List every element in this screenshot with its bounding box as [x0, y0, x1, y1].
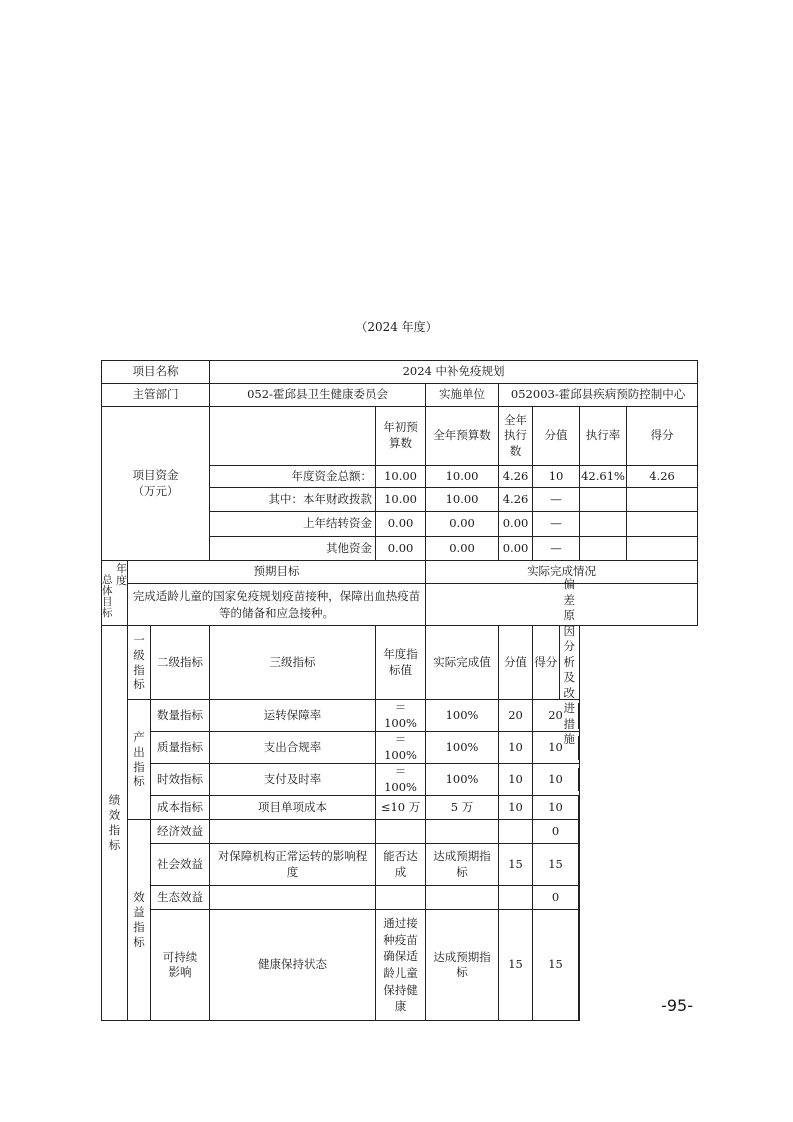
unit-value: 052003-霍邱县疾病预防控制中心	[499, 384, 698, 407]
benefit-level3: 对保障机构正常运转的影响程度	[210, 844, 376, 886]
benefit-target: 能否达成	[376, 844, 426, 886]
project-name-label: 项目名称	[102, 361, 210, 384]
funds-row-annual: 10.00	[426, 466, 499, 488]
funds-row-executed: 0.00	[499, 512, 533, 537]
output-score: 10	[533, 736, 579, 760]
output-target: ≤10 万	[376, 796, 426, 820]
output-target: ＝100%	[376, 764, 426, 796]
output-level2: 数量指标	[151, 700, 210, 732]
funds-row-rate-score	[580, 512, 698, 537]
benefit-level3: 健康保持状态	[210, 910, 376, 1021]
hdr-deviation: 偏差原因分析及改进措施	[563, 577, 576, 747]
benefit-target	[376, 886, 426, 910]
output-row	[102, 796, 698, 820]
benefit-level2: 经济效益	[151, 820, 210, 844]
output-level2: 质量指标	[151, 732, 210, 764]
hdr-weight: 分值	[499, 626, 533, 700]
funds-row-initial: 10.00	[376, 466, 426, 488]
goals-actual-header: 实际完成情况	[426, 561, 698, 584]
output-score-deviation	[533, 700, 580, 732]
output-score: 10	[533, 796, 579, 819]
benefit-level3	[210, 820, 376, 844]
output-level2: 成本指标	[151, 796, 210, 820]
goals-label-year: 年度	[116, 562, 127, 587]
output-actual: 5 万	[426, 796, 499, 820]
funds-row-rate	[580, 488, 627, 511]
output-level3: 运转保障率	[210, 700, 376, 732]
department-row	[102, 384, 698, 407]
funds-row-executed: 0.00	[499, 537, 533, 561]
funds-label-line1: 项目资金	[132, 467, 179, 482]
funds-row-executed: 4.26	[499, 466, 533, 488]
goals-label	[102, 561, 128, 626]
funds-row-initial: 0.00	[376, 512, 426, 537]
funds-row-weight: —	[533, 488, 580, 512]
hdr-level1: 一级指标	[128, 626, 151, 700]
funds-label-line2: （万元）	[132, 483, 179, 498]
benefit-score: 15	[533, 910, 579, 1020]
funds-row-annual: 10.00	[426, 488, 499, 512]
project-name-value: 2024 中补免疫规划	[210, 361, 698, 384]
output-actual: 100%	[426, 764, 499, 796]
benefit-weight: 15	[499, 844, 533, 886]
year-caption: （2024 年度）	[355, 320, 438, 334]
funds-row-rate	[580, 537, 627, 560]
hdr-score: 得分	[650, 428, 674, 443]
output-label: 产出指标	[128, 700, 151, 820]
benefit-target: 通过接种疫苗确保适龄儿童保持健康	[376, 910, 426, 1021]
indicator-header-row	[102, 626, 698, 700]
page-number: -95-	[661, 996, 693, 1015]
output-row	[102, 764, 698, 796]
output-weight: 10	[499, 796, 533, 820]
hdr-score: 得分	[533, 626, 560, 699]
funds-row-label: 年度资金总额：	[210, 466, 376, 488]
benefit-level2: 社会效益	[151, 844, 210, 886]
benefit-row	[102, 886, 698, 910]
benefit-score: 0	[533, 886, 579, 909]
goals-expected-header: 预期目标	[128, 561, 426, 584]
goals-content-row	[102, 584, 698, 626]
benefit-weight	[499, 820, 533, 844]
benefit-score-deviation	[533, 886, 580, 910]
hdr-executed: 全年执行数	[499, 407, 533, 466]
benefit-score: 15	[533, 844, 579, 885]
benefit-row	[102, 844, 698, 886]
output-level2: 时效指标	[151, 764, 210, 796]
funds-row-executed: 4.26	[499, 488, 533, 512]
funds-row-label: 其中：本年财政拨款	[210, 488, 376, 512]
goals-label-overall: 总体目标	[102, 574, 113, 620]
output-row	[102, 732, 698, 764]
hdr-target: 年度指标值	[376, 626, 426, 700]
funds-row-annual: 0.00	[426, 512, 499, 537]
output-target: ＝100%	[376, 732, 426, 764]
benefit-actual: 达成预期指标	[426, 844, 499, 886]
benefit-target	[376, 820, 426, 844]
output-level3: 支付及时率	[210, 764, 376, 796]
unit-label: 实施单位	[426, 384, 499, 407]
funds-row-rate-score	[580, 488, 698, 512]
funds-row-initial: 10.00	[376, 488, 426, 512]
funds-row-score: 4.26	[649, 468, 675, 483]
funds-label	[102, 407, 210, 561]
output-row	[102, 700, 698, 732]
funds-row-initial: 0.00	[376, 537, 426, 561]
hdr-score-weight: 分值	[533, 407, 580, 466]
output-level3: 项目单项成本	[210, 796, 376, 820]
benefit-level2: 生态效益	[151, 886, 210, 910]
indicators-section-label: 绩效指标	[102, 626, 128, 1021]
dept-label: 主管部门	[102, 384, 210, 407]
output-weight: 20	[499, 700, 533, 732]
funds-row-rate-score	[580, 466, 698, 488]
benefit-label: 效益指标	[128, 820, 151, 1021]
hdr-initial-budget: 年初预算数	[376, 407, 426, 466]
output-weight: 10	[499, 732, 533, 764]
benefit-row	[102, 820, 698, 844]
output-score-deviation	[533, 732, 580, 764]
hdr-actual: 实际完成值	[426, 626, 499, 700]
output-score: 20	[533, 703, 579, 729]
project-name-row	[102, 361, 698, 384]
output-score-deviation	[533, 796, 580, 820]
benefit-score-deviation	[533, 910, 580, 1021]
goals-expected-text: 完成适龄儿童的国家免疫规划疫苗接种，保障出血热疫苗等的储备和应急接种。	[128, 584, 426, 626]
output-actual: 100%	[426, 700, 499, 732]
output-score: 10	[533, 768, 579, 791]
benefit-level3	[210, 886, 376, 910]
benefit-actual	[426, 820, 499, 844]
output-target: ＝100%	[376, 700, 426, 732]
funds-row-annual: 0.00	[426, 537, 499, 561]
funds-row-weight: 10	[533, 466, 580, 488]
hdr-level2: 二级指标	[151, 626, 210, 700]
benefit-score-deviation	[533, 844, 580, 886]
funds-row-rate-score	[580, 537, 698, 561]
funds-row-rate	[580, 512, 627, 536]
benefit-weight	[499, 886, 533, 910]
funds-header-blank	[210, 407, 376, 466]
funds-row-weight: —	[533, 512, 580, 537]
performance-table	[101, 360, 698, 1021]
funds-row-label: 上年结转资金	[210, 512, 376, 537]
output-weight: 10	[499, 764, 533, 796]
benefit-actual: 达成预期指标	[426, 910, 499, 1021]
output-level3: 支出合规率	[210, 732, 376, 764]
funds-row-weight: —	[533, 537, 580, 561]
benefit-weight: 15	[499, 910, 533, 1021]
funds-row-rate: 42.61%	[580, 466, 627, 487]
hdr-exec-rate-and-score	[580, 407, 698, 466]
funds-row-label: 其他资金	[210, 537, 376, 561]
benefit-level2: 可持续影响	[151, 910, 210, 1021]
benefit-actual	[426, 886, 499, 910]
hdr-annual-budget: 全年预算数	[426, 407, 499, 466]
hdr-level3: 三级指标	[210, 626, 376, 700]
dept-value: 052-霍邱县卫生健康委员会	[210, 384, 426, 407]
benefit-score: 0	[533, 820, 579, 843]
goals-header-row	[102, 561, 698, 584]
output-actual: 100%	[426, 732, 499, 764]
hdr-exec-rate: 执行率	[580, 407, 627, 465]
benefit-row	[102, 910, 698, 1021]
benefit-score-deviation	[533, 820, 580, 844]
funds-header-row	[102, 407, 698, 466]
output-score-deviation	[533, 764, 580, 796]
